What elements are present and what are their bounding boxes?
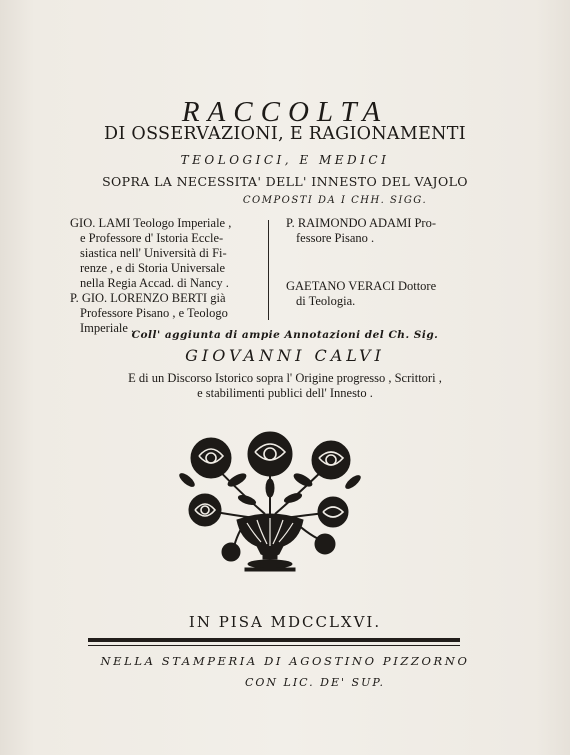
imprint-place: IN PISA MDCCLXVI. <box>188 613 382 631</box>
column-divider <box>268 220 269 320</box>
author-line: GAETANO VERACI Dottore <box>286 279 437 293</box>
authors-left-column <box>70 216 270 336</box>
author-line: Imperiale . <box>80 321 135 335</box>
licence-line: CON LIC. DE' SUP. <box>244 676 386 689</box>
flower-vase-ornament <box>175 428 365 578</box>
subtitle-line-4: COMPOSTI DA I CHH. SIGG. <box>242 195 428 206</box>
editor-name: GIOVANNI CALVI <box>185 346 385 365</box>
essay-line: E di un Discorso Istorico sopra l' Origine progresso , Scrittori , <box>128 371 442 385</box>
authors-right-column <box>286 216 476 309</box>
author-line: di Teologia. <box>296 294 356 308</box>
subtitle-line-1: DI OSSERVAZIONI, E RAGIONAMENTI <box>104 124 466 144</box>
author-line: e Professore d' Istoria Eccle- <box>80 231 224 245</box>
author-line: P. GIO. LORENZO BERTI già <box>70 291 226 305</box>
author-line: nella Regia Accad. di Nancy . <box>80 276 229 290</box>
subtitle-line-3: SOPRA LA NECESSITA' DELL' INNESTO DEL VAJOLO <box>102 174 468 189</box>
subtitle-line-2: TEOLOGICI, E MEDICI <box>180 153 390 167</box>
essay-line: e stabilimenti publici dell' Innesto . <box>197 386 373 400</box>
author-line: P. RAIMONDO ADAMI Pro- <box>286 216 437 230</box>
essay-note <box>0 371 570 401</box>
book-title: RACCOLTA <box>181 96 389 128</box>
author-line: fessore Pisano . <box>296 231 375 245</box>
author-line: renze , e di Storia Universale <box>80 261 226 275</box>
author-line: GIO. LAMI Teologo Imperiale , <box>70 216 232 230</box>
author-line: siastica nell' Università di Fi- <box>80 246 227 260</box>
additions-line: Coll' aggiunta di ampie Annotazioni del Ch. Sig. <box>131 329 439 341</box>
printer-line: NELLA STAMPERIA DI AGOSTINO PIZZORNO <box>100 654 470 668</box>
author-line: Professore Pisano , e Teologo <box>80 306 228 320</box>
imprint-rule-thin <box>88 645 460 646</box>
imprint-rule-thick <box>88 638 460 642</box>
spacer <box>286 246 476 279</box>
